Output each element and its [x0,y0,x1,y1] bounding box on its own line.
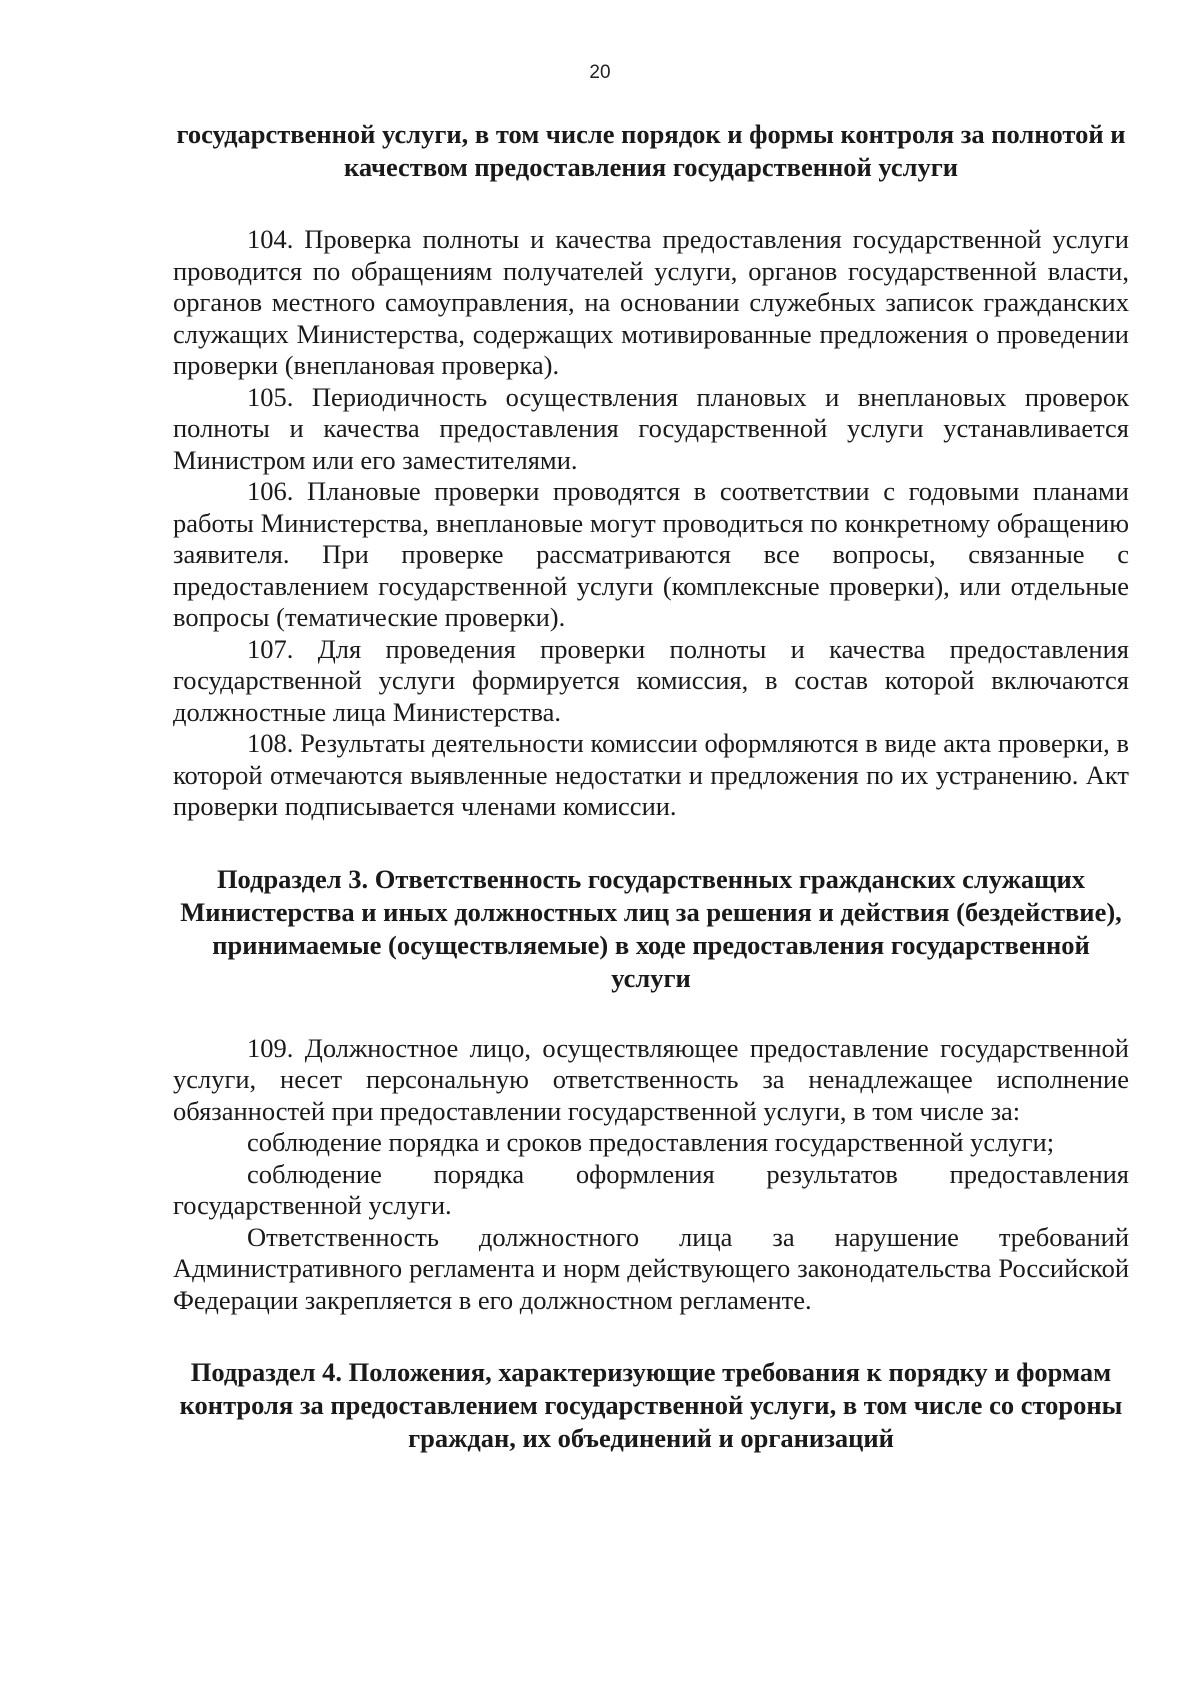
paragraph-108: 108. Результаты деятельности комиссии оформляются в виде акта проверки, в которой отмечаются выявленные недостатки и предложения по их устранению. Акт проверки подписывается членами комиссии. [173,728,1129,821]
paragraph-responsibility: Ответственность должностного лица за нарушение требований Административного регламента и норм действующего законодательства Российской Федерации закрепляется в его должностном регламенте. [173,1221,1129,1315]
paragraph-104: 104. Проверка полноты и качества предоставления государственной услуги проводится по обращениям получателей услуги, органов государственной власти, органов местного самоуправления, на основании служебных записок гражданских служащих Министерства, содержащих мотивированные предложения о проведении проверки (внеплановая проверка). [173,224,1129,380]
page-number: 20 [589,62,611,83]
subsection-3-heading: Подраздел 3. Ответственность государственных гражданских служащих Министерства и иных должностных лиц за решения и действия (бездействие), принимаемые (осуществляемые) в ходе предоставления государственной услуги [180,863,1122,993]
section-heading-continued: государственной услуги, в том числе порядок и формы контроля за полнотой и качеством предоставления государственной услуги [176,119,1126,182]
subsection-4-heading: Подраздел 4. Положения, характеризующие требования к порядку и формам контроля за предоставлением государственной услуги, в том числе со стороны граждан, их объединений и организаций [179,1357,1123,1453]
paragraph-109-item-1: соблюдение порядка и сроков предоставления государственной услуги; [247,1127,1055,1157]
paragraph-109-item-2: соблюдение порядка оформления результатов предоставления государственной услуги. [173,1158,1129,1220]
paragraph-106: 106. Плановые проверки проводятся в соответствии с годовыми планами работы Министерства, внеплановые могут проводиться по конкретному обращению заявителя. При проверке рассматриваются все вопросы, связанные с предоставлением государственной услуги (комплексные проверки), или отдельные вопросы (тематические проверки). [173,476,1129,632]
paragraph-105: 105. Периодичность осуществления плановых и внеплановых проверок полноты и качества предоставления государственной услуги устанавливается Министром или его заместителями. [173,381,1129,475]
paragraph-107: 107. Для проведения проверки полноты и качества предоставления государственной услуги формируется комиссия, в состав которой включаются должностные лица Министерства. [173,633,1129,727]
document-body [173,118,1129,1455]
paragraph-109: 109. Должностное лицо, осуществляющее предоставление государственной услуги, несет персональную ответственность за ненадлежащее исполнение обязанностей при предоставлении государственной услуги, в том числе за: [173,1032,1129,1126]
